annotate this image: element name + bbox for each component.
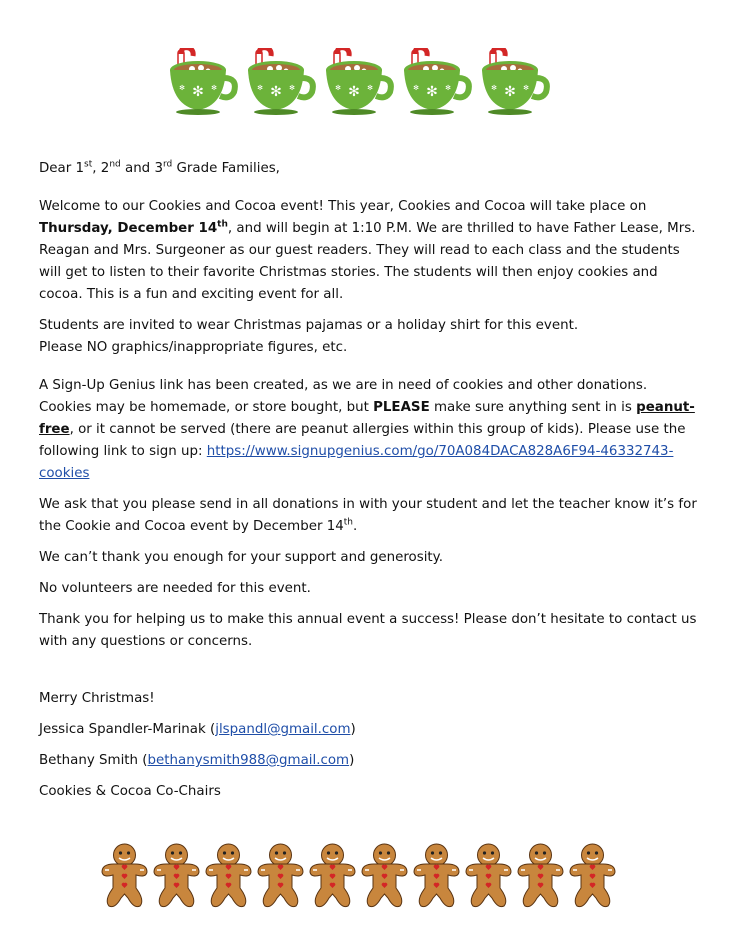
paragraph-welcome: Welcome to our Cookies and Cocoa event! This year, Cookies and Cocoa will take place on Thursday, December 14th, and will begin at 1:10 P.M. We are thrilled to have Father Lease, Mrs. Reagan and Mrs. Surgeoner as our guest readers. They will read to each class and the students will get to listen to their favorite Christmas stories. The students will then enjoy cookies and cocoa. This is a fun and exciting event for all. [39,199,696,302]
closing-line: Merry Christmas! [39,691,155,706]
signer-name: Jessica Spandler-Marinak [39,722,206,737]
cocoa-mug-row [164,48,550,116]
svg-text:✻: ✻ [179,84,185,92]
svg-text:✻: ✻ [504,84,516,100]
paragraph-volunteers: No volunteers are needed for this event. [39,581,311,596]
cocoa-mug-icon [398,48,472,116]
signer-2: Bethany Smith (bethanysmith988@gmail.com) [39,753,355,768]
gingerbread-man-icon [567,842,618,910]
cocoa-mug-icon [164,48,238,116]
ordinal-suffix: rd [162,159,173,170]
svg-text:✻: ✻ [426,84,438,100]
greeting-text: Dear 1 [39,161,85,176]
letter-body [39,158,699,662]
event-date: Thursday, December 14th [39,219,228,236]
gingerbread-man-icon [307,842,358,910]
paragraph-dress-code: Students are invited to wear Christmas pajamas or a holiday shirt for this event. Please NO graphics/inappropriate figures, etc. [39,318,579,355]
svg-text:✻: ✻ [491,84,497,92]
svg-text:✻: ✻ [445,84,451,92]
cocoa-mug-icon [476,48,550,116]
paragraph-donations: We ask that you please send in all donations in with your student and let the teacher know it’s for the Cookie and Cocoa event by December 14th. [39,497,697,534]
greeting-text: and 3 [120,161,163,176]
ordinal-suffix: nd [109,159,121,170]
gingerbread-man-icon [255,842,306,910]
svg-text:✻: ✻ [270,84,282,100]
gingerbread-man-icon [515,842,566,910]
svg-text:✻: ✻ [192,84,204,100]
gingerbread-man-icon [203,842,254,910]
svg-text:✻: ✻ [348,84,360,100]
gingerbread-man-icon [151,842,202,910]
signup-genius-link[interactable]: https://www.signupgenius.com/go/70A084DACA828A6F94-46332743-cookies [39,444,674,481]
ordinal-suffix: st [84,159,93,170]
svg-text:✻: ✻ [257,84,263,92]
cocoa-mug-icon [242,48,316,116]
signer-1-email-link[interactable]: jlspandl@gmail.com [215,722,351,737]
svg-text:✻: ✻ [413,84,419,92]
cocoa-mug-icon [320,48,394,116]
gingerbread-man-icon [463,842,514,910]
paragraph-thanks: We can’t thank you enough for your support and generosity. [39,550,443,565]
signer-2-email-link[interactable]: bethanysmith988@gmail.com [147,753,350,768]
peanut-free-emphasis: peanut-free [39,400,695,437]
paragraph-closing: Thank you for helping us to make this annual event a success! Please don’t hesitate to contact us with any questions or concerns. [39,612,697,649]
svg-text:✻: ✻ [335,84,341,92]
paragraph-signup: A Sign-Up Genius link has been created, as we are in need of cookies and other donations. Cookies may be homemade, or store bought, but PLEASE make sure anything sent in is peanut-free, or it cannot be served (there are peanut allergies within this group of kids). Please use the following link to sign up: https://www.signupgenius.com/go/70A084DACA828A6F94-46332743-cookies [39,378,695,481]
gingerbread-row [99,842,618,910]
greeting [39,158,699,180]
signature-block [39,688,356,812]
gingerbread-man-icon [359,842,410,910]
gingerbread-man-icon [411,842,462,910]
signer-name: Bethany Smith [39,753,139,768]
greeting-text: Grade Families, [172,161,280,176]
signer-title: Cookies & Cocoa Co-Chairs [39,784,221,799]
svg-text:✻: ✻ [367,84,373,92]
please-emphasis: PLEASE [373,400,430,415]
svg-text:✻: ✻ [211,84,217,92]
svg-text:✻: ✻ [289,84,295,92]
greeting-text: , 2 [92,161,110,176]
gingerbread-man-icon [99,842,150,910]
svg-text:✻: ✻ [523,84,529,92]
signer-1: Jessica Spandler-Marinak (jlspandl@gmail.com) [39,722,356,737]
